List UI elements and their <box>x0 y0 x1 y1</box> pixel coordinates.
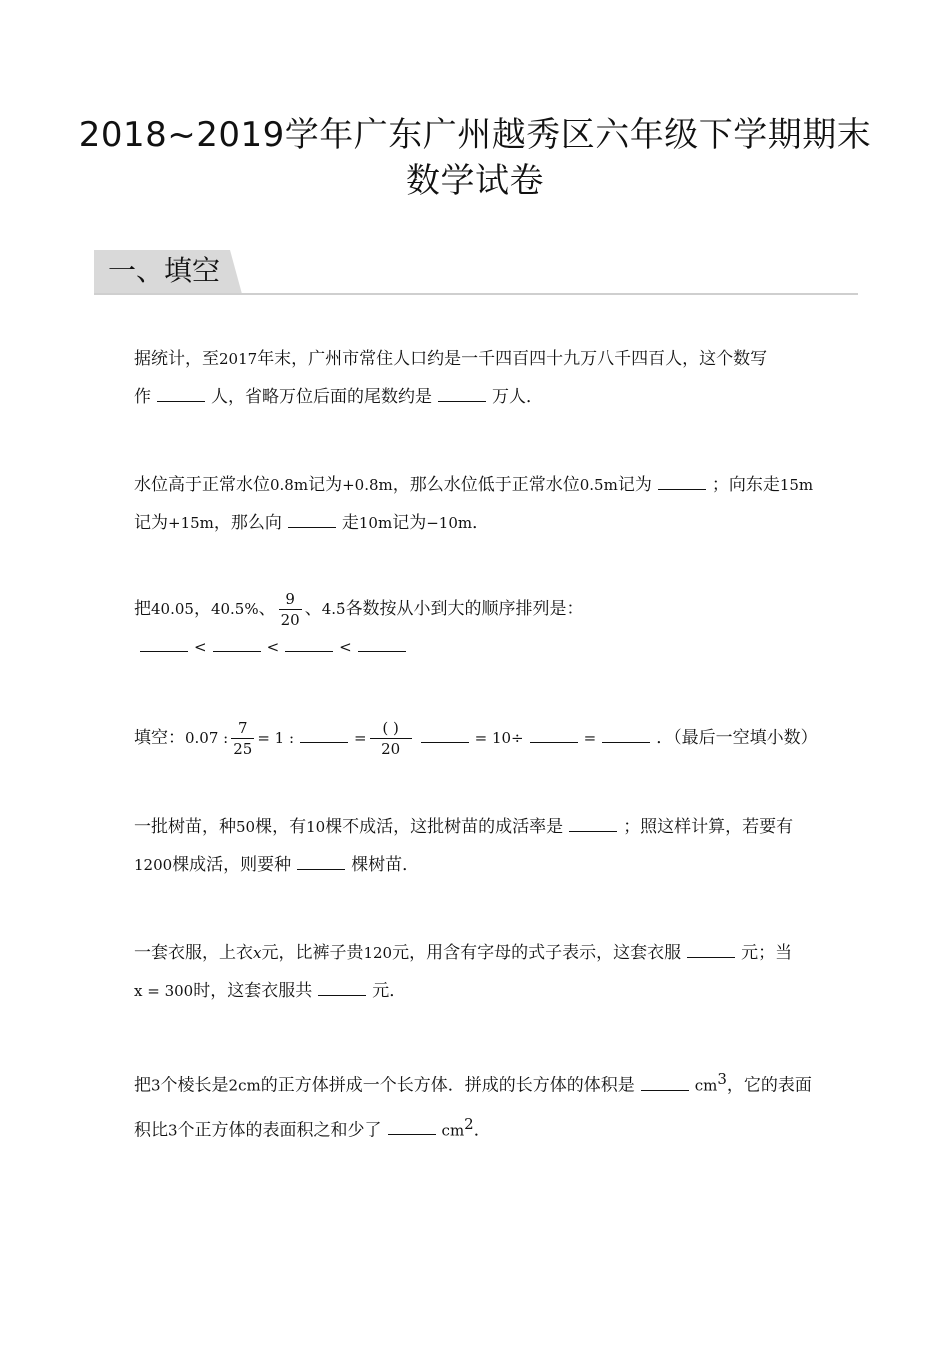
answer-blank[interactable] <box>530 726 578 743</box>
q5-line-2: 1200棵成活，则要种 棵树苗． <box>134 855 420 875</box>
section-label: 一、填空 <box>108 254 221 287</box>
answer-blank[interactable] <box>358 635 406 652</box>
q3-line-2: < < < <box>134 628 849 666</box>
answer-blank[interactable] <box>641 1074 689 1091</box>
fraction: $\frac{( )}{20}$ <box>370 718 412 759</box>
q7-line-2: 积比3个正方体的表面积之和少了 $cm^2$． <box>134 1114 491 1141</box>
q4-line-1: 填空：0.07 : $\frac{7}{25}$ = 1 : = $\frac{( )}{20}$ = 10÷ = ．（最后一空填小数） <box>134 718 818 758</box>
answer-blank[interactable] <box>157 385 205 402</box>
answer-blank[interactable] <box>213 635 261 652</box>
section-header <box>94 250 858 296</box>
fraction: $\frac{7}{25}$ <box>233 718 253 758</box>
q6-line-1: 一套衣服，上衣x元，比裤子贵120元，用含有字母的式子表示，这套衣服 元；当 <box>134 943 793 963</box>
title-line-1: 2018~2019学年广东广州越秀区六年级下学期期末 <box>78 115 872 155</box>
answer-blank[interactable] <box>288 511 336 528</box>
answer-blank[interactable] <box>421 726 469 743</box>
question-3 <box>134 584 849 666</box>
answer-blank[interactable] <box>297 853 345 870</box>
question-1 <box>134 340 849 416</box>
q3-line-1: 把40.05，40.5%、 $\frac{9}{20}$ 、4.5̇各数按从小到大的顺序排列是： <box>134 589 584 629</box>
section-divider <box>94 293 858 295</box>
answer-blank[interactable] <box>140 635 188 652</box>
answer-blank[interactable] <box>285 635 333 652</box>
answer-blank[interactable] <box>438 385 486 402</box>
answer-blank[interactable] <box>602 726 650 743</box>
page-title <box>0 112 950 204</box>
fraction: $\frac{9}{20}$ <box>280 589 300 629</box>
q2-line-1: 水位高于正常水位0.8m记为+0.8m，那么水位低于正常水位0.5m记为 ；向东走15m <box>134 475 814 495</box>
question-2 <box>134 466 849 542</box>
question-5 <box>134 808 849 884</box>
title-line-2: 数学试卷 <box>406 161 544 201</box>
answer-blank[interactable] <box>687 941 735 958</box>
q7-line-1: 把3个棱长是2cm的正方体拼成一个长方体．拼成的长方体的体积是 $cm^3$，它的表面 <box>134 1070 812 1096</box>
q1-line-1: 据统计，至2017年末，广州市常住人口约是一千四百四十九万八千四百人，这个数写 <box>134 349 768 369</box>
q6-line-2: x = 300时，这套衣服共 元． <box>134 981 407 1001</box>
question-6 <box>134 934 849 1010</box>
answer-blank[interactable] <box>658 473 706 490</box>
q2-line-2: 记为+15m，那么向 走10m记为−10m． <box>134 513 490 533</box>
q1-line-2: 作 人，省略万位后面的尾数约是 万人． <box>134 387 543 407</box>
answer-blank[interactable] <box>388 1118 436 1135</box>
question-4 <box>134 712 849 764</box>
answer-blank[interactable] <box>300 726 348 743</box>
answer-blank[interactable] <box>318 979 366 996</box>
q5-line-1: 一批树苗，种50棵，有10棵不成活，这批树苗的成活率是 ；照这样计算，若要有 <box>134 817 794 837</box>
answer-blank[interactable] <box>569 815 617 832</box>
question-7 <box>134 1060 849 1149</box>
